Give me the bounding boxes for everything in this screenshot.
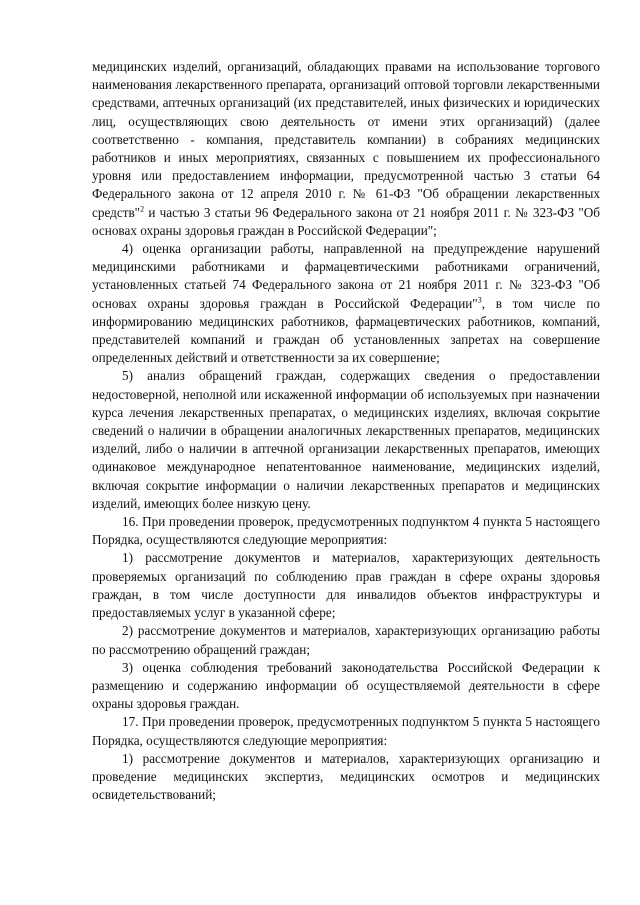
paragraph-continuation [92,58,600,240]
paragraph-item-5: 5) анализ обращений граждан, содержащих сведения о предоставлении недостоверной, неполной или искаженной информации об используемых при назначении курса лечения лекарственных препаратах, о медицинских изделиях, включая сокрытие сведений о наличии в обращении аналогичных лекарственных препаратов, медицинских изделий, либо о наличии в аптечной организации лекарственных препаратов, имеющих одинаковое международное непатентованное наименование, медицинских изделий, включая сокрытие информации о наличии лекарственных препаратов и медицинских изделий, имеющих более низкую цену. [92,368,600,511]
paragraph-clause-16-3: 3) оценка соблюдения требований законодательства Российской Федерации к размещению и содержанию информации об осуществляемой деятельности в сфере охраны здоровья граждан. [92,659,600,712]
paragraph-clause-16: 16. При проведении проверок, предусмотренных подпунктом 4 пункта 5 настоящего Порядка, осуществляются следующие мероприятия: [92,514,600,548]
paragraph-text: медицинских изделий, организаций, обладающих правами на использование торгового наименования лекарственного препарата, организаций оптовой торговли лекарственными средствами, аптечных организаций (их представителей, иных физических и юридических лиц, осуществляющих свою деятельность от имени этих организаций) (далее соответственно - компания, представитель компании) в собраниях медицинских работников и иных мероприятиях, связанных с повышением их профессионального уровня или предоставлением информации, предусмотренной частью 3 статьи 64 Федерального закона от 12 апреля 2010 г. № 61-ФЗ "Об обращении лекарственных средств" [92,59,600,220]
paragraph-text: 4) оценка организации работы, направленной на предупреждение нарушений медицинскими работниками и фармацевтическими работниками ограничений, установленных статьей 74 Федерального закона от 21 ноября 2011 г. № 323-ФЗ "Об основах охраны здоровья граждан в Российской Федерации" [92,241,600,311]
paragraph-clause-17: 17. При проведении проверок, предусмотренных подпунктом 5 пункта 5 настоящего Порядка, осуществляются следующие мероприятия: [92,714,600,748]
paragraph-text-tail: и частью 3 статьи 96 Федерального закона от 21 ноября 2011 г. № 323-ФЗ "Об основах охраны здоровья граждан в Российской Федерации"; [92,204,600,238]
footnote-ref-3[interactable]: 3 [477,295,482,305]
document-page [92,58,600,804]
paragraph-clause-17-1: 1) рассмотрение документов и материалов, характеризующих организацию и проведение медицинских экспертиз, медицинских осмотров и медицинских освидетельствований; [92,750,600,803]
paragraph-item-4 [92,240,600,367]
paragraph-clause-16-2: 2) рассмотрение документов и материалов, характеризующих организацию работы по рассмотрению обращений граждан; [92,623,600,657]
paragraph-clause-16-1: 1) рассмотрение документов и материалов, характеризующих деятельность проверяемых организаций по соблюдению прав граждан в сфере охраны здоровья граждан, в том числе доступности для инвалидов объектов инфраструктуры и предоставляемых услуг в указанной сфере; [92,550,600,621]
footnote-ref-2[interactable]: 2 [140,204,145,214]
paragraph-text-tail: , в том числе по информированию медицинских работников, фармацевтических работников, компаний, представителей компаний и граждан об установленных запретах на совершение определенных действий и ответственности за их совершение; [92,295,601,366]
